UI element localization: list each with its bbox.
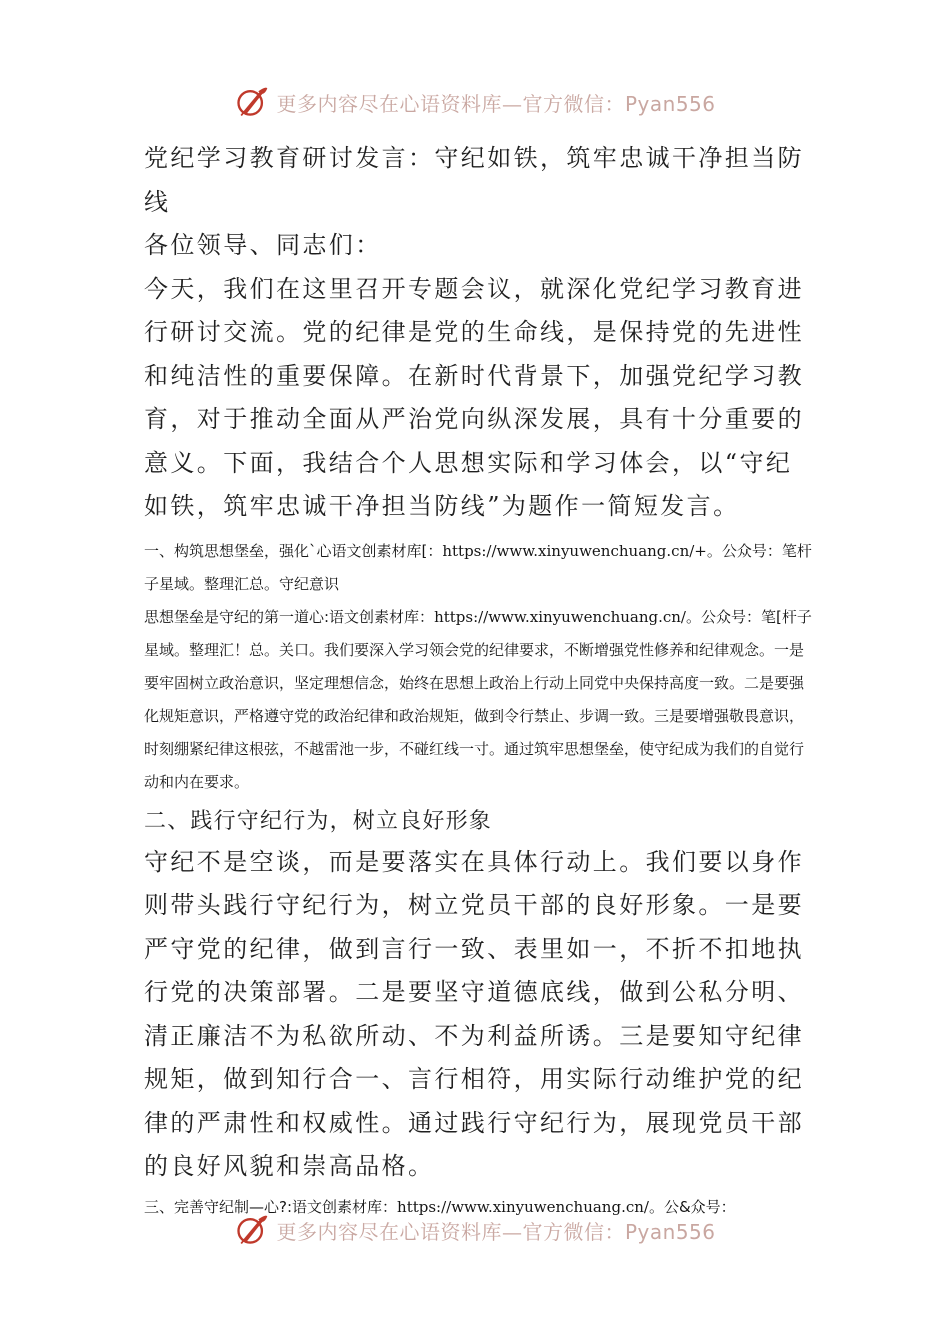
watermark-text: 更多内容尽在心语资料库—官方微信：Pyan556 xyxy=(276,1219,716,1244)
header-watermark xyxy=(0,80,950,124)
section1-body: 思想堡垒是守纪的第一道心:语文创素材库：https://www.xinyuwenchuang.cn/。公众号：笔[杆子星域。整理汇！总。关口。我们要深入学习领会党的纪律要求，不断增强党性修养和纪律观念。一是要牢固树立政治意识，坚定理想信念，始终在思想上政治上行动上同党中央保持高度一致。二是要强化规矩意识，严格遵守党的政治纪律和政治规矩，做到令行禁止、步调一致。三是要增强敬畏意识，时刻绷紧纪律这根弦，不越雷池一步，不碰红线一寸。通过筑牢思想堡垒，使守纪成为我们的自觉行动和内在要求。 xyxy=(144,607,812,791)
document-body xyxy=(144,137,814,1224)
section2-body: 守纪不是空谈，而是要落实在具体行动上。我们要以身作则带头践行守纪行为，树立党员干部的良好形象。一是要严守党的纪律，做到言行一致、表里如一，不折不扣地执行党的决策部署。二是要坚守道德底线，做到公私分明、清正廉洁不为私欲所动、不为利益所诱。三是要知守纪律规矩，做到知行合一、言行相符，用实际行动维护党的纪律的严肃性和权威性。通过践行守纪行为，展现党员干部的良好风貌和崇高品格。 xyxy=(144,847,804,1180)
document-title: 党纪学习教育研讨发言：守纪如铁，筑牢忠诚干净担当防线 xyxy=(144,144,804,216)
section1-heading: 一、构筑思想堡垒，强化`心语文创素材库[：https://www.xinyuwenchuang.cn/+。公众号：笔杆子星域。整理汇总。守纪意识 xyxy=(144,541,812,593)
section3-heading: 三、完善守纪制—心?:语文创素材库：https://www.xinyuwenchuang.cn/。公&众号： xyxy=(144,1197,736,1216)
footer-watermark xyxy=(0,1208,950,1252)
salutation: 各位领导、同志们： xyxy=(144,231,382,259)
quill-pen-circle-icon xyxy=(234,1212,270,1248)
watermark-text: 更多内容尽在心语资料库—官方微信：Pyan556 xyxy=(276,91,716,116)
quill-pen-circle-icon xyxy=(234,84,270,120)
intro-paragraph: 今天，我们在这里召开专题会议，就深化党纪学习教育进行研讨交流。党的纪律是党的生命线，是保持党的先进性和纯洁性的重要保障。在新时代背景下，加强党纪学习教育，对于推动全面从严治党向纵深发展，具有十分重要的意义。下面，我结合个人思想实际和学习体会，以“守纪如铁，筑牢忠诚干净担当防线”为题作一简短发言。 xyxy=(144,274,804,520)
section2-heading: 二、践行守纪行为，树立良好形象 xyxy=(144,808,493,834)
